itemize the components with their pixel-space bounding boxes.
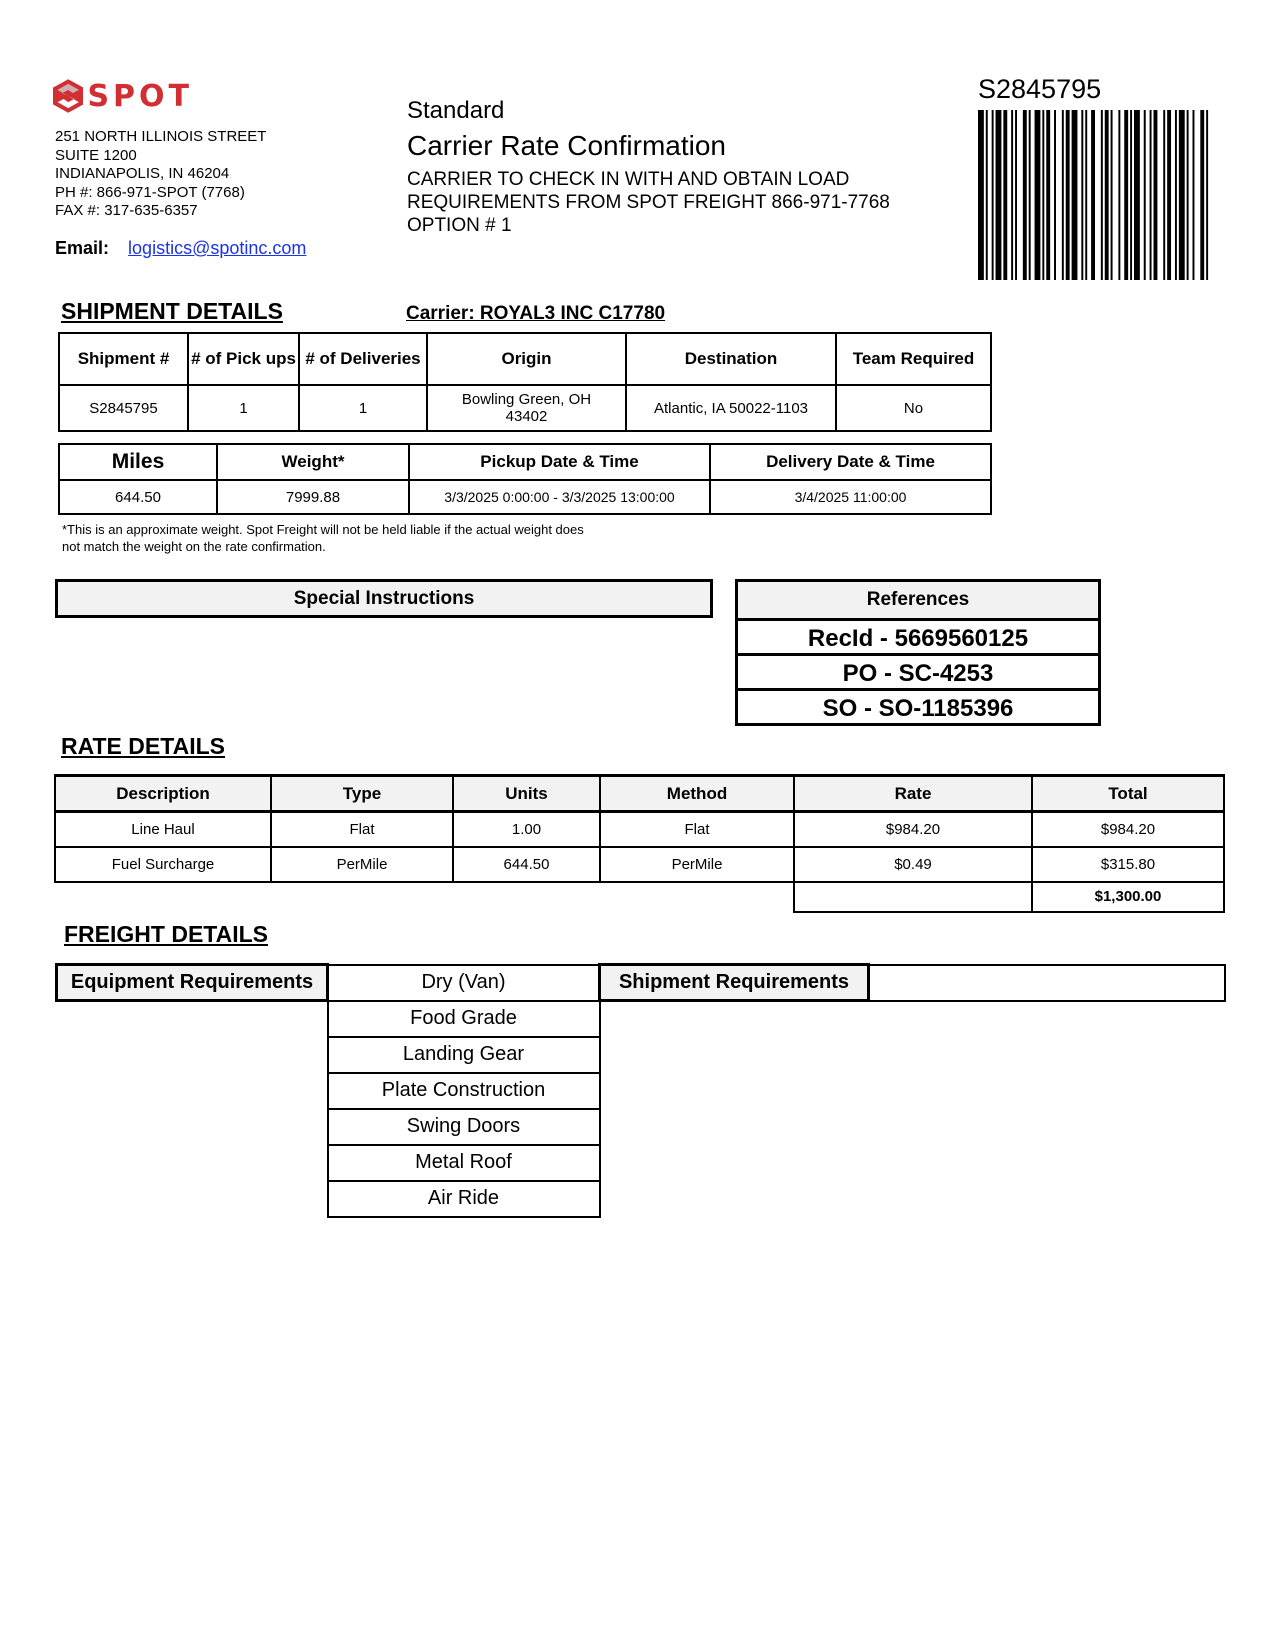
column-header: Destination [626, 333, 836, 385]
table-row [57, 1037, 1225, 1073]
rate-description: Fuel Surcharge [55, 847, 271, 882]
column-header: Type [271, 776, 453, 812]
column-header: Units [453, 776, 600, 812]
address-line: SUITE 1200 [55, 146, 137, 164]
document-type: Standard [407, 97, 505, 124]
spacer-cell [57, 1145, 328, 1181]
fax-line: FAX #: 317-635-6357 [55, 202, 198, 219]
references-box [735, 579, 1101, 726]
disclaimer-line: *This is an approximate weight. Spot Freight will not be held liable if the actual weight does [62, 522, 584, 537]
table-header-row [59, 333, 991, 385]
weight-value: 7999.88 [217, 480, 409, 514]
rate-description: Line Haul [55, 812, 271, 847]
company-address [55, 128, 266, 221]
equipment-item: Plate Construction [328, 1073, 600, 1109]
reference-item: PO - SC-4253 [738, 653, 1098, 688]
column-header: Miles [59, 444, 217, 480]
address-line: 251 NORTH ILLINOIS STREET [55, 128, 267, 145]
references-header: References [738, 582, 1098, 618]
total-row [55, 882, 1224, 912]
spacer-cell [600, 1001, 1225, 1037]
notice-line: OPTION # 1 [407, 215, 512, 236]
rate-method: PerMile [600, 847, 794, 882]
spacer-cell [600, 1181, 1225, 1217]
reference-item: SO - SO-1185396 [738, 688, 1098, 723]
rate-total: $315.80 [1032, 847, 1224, 882]
shipment-requirements-label: Shipment Requirements [600, 965, 869, 1001]
table-row [57, 1001, 1225, 1037]
total-label-cell [794, 882, 1032, 912]
spacer-cell [600, 1073, 1225, 1109]
barcode-icon [978, 110, 1212, 280]
column-header: Total [1032, 776, 1224, 812]
miles-table [58, 443, 992, 515]
rate-details-title: RATE DETAILS [61, 733, 225, 759]
table-row [57, 965, 1225, 1001]
column-header: Delivery Date & Time [710, 444, 991, 480]
rate-table [54, 774, 1225, 913]
weight-disclaimer [62, 521, 682, 555]
equipment-requirements-label: Equipment Requirements [57, 965, 328, 1001]
table-header-row [59, 444, 991, 480]
shipment-number: S2845795 [59, 385, 188, 431]
column-header: Rate [794, 776, 1032, 812]
reference-item: RecId - 5669560125 [738, 618, 1098, 653]
freight-table [55, 963, 1226, 1218]
delivery-datetime: 3/4/2025 11:00:00 [710, 480, 991, 514]
rate-value: $984.20 [794, 812, 1032, 847]
spacer-cell [57, 1181, 328, 1217]
column-header: # of Deliveries [299, 333, 427, 385]
column-header: # of Pick ups [188, 333, 299, 385]
email-row [55, 238, 306, 259]
company-logo [53, 74, 193, 118]
spacer-cell [600, 1037, 1225, 1073]
page-title: Carrier Rate Confirmation [407, 130, 726, 161]
table-row [55, 812, 1224, 847]
shipment-details-title: SHIPMENT DETAILS [61, 298, 283, 324]
column-header: Method [600, 776, 794, 812]
equipment-item: Metal Roof [328, 1145, 600, 1181]
grand-total: $1,300.00 [1032, 882, 1224, 912]
disclaimer-line: not match the weight on the rate confirmation. [62, 539, 326, 554]
table-header-row [55, 776, 1224, 812]
equipment-item: Food Grade [328, 1001, 600, 1037]
notice-line: CARRIER TO CHECK IN WITH AND OBTAIN LOAD [407, 169, 850, 190]
table-row [57, 1109, 1225, 1145]
pickups-count: 1 [188, 385, 299, 431]
phone-line: PH #: 866-971-SPOT (7768) [55, 183, 245, 201]
team-required: No [836, 385, 991, 431]
spot-logo-icon [53, 74, 83, 118]
equipment-item: Air Ride [328, 1181, 600, 1217]
carrier-label: Carrier: ROYAL3 INC C17780 [406, 303, 666, 324]
rate-total: $984.20 [1032, 812, 1224, 847]
column-header: Origin [427, 333, 626, 385]
check-in-notice [407, 168, 947, 237]
rate-method: Flat [600, 812, 794, 847]
rate-units: 1.00 [453, 812, 600, 847]
total-spacer [55, 882, 794, 912]
table-row [57, 1073, 1225, 1109]
spacer-cell [57, 1037, 328, 1073]
spacer-cell [57, 1001, 328, 1037]
table-row [59, 480, 991, 514]
spacer-cell [57, 1073, 328, 1109]
special-instructions-header: Special Instructions [55, 579, 713, 618]
spacer-cell [600, 1145, 1225, 1181]
column-header: Description [55, 776, 271, 812]
equipment-item: Landing Gear [328, 1037, 600, 1073]
email-label: Email: [55, 238, 110, 258]
column-header: Shipment # [59, 333, 188, 385]
spacer-cell [600, 1109, 1225, 1145]
freight-details-title: FREIGHT DETAILS [64, 921, 269, 947]
column-header: Team Required [836, 333, 991, 385]
rate-type: Flat [271, 812, 453, 847]
shipment-id-header: S2845795 [978, 74, 1102, 104]
shipment-requirements-value [869, 965, 1225, 1001]
deliveries-count: 1 [299, 385, 427, 431]
rate-units: 644.50 [453, 847, 600, 882]
table-row [55, 847, 1224, 882]
address-line: INDIANAPOLIS, IN 46204 [55, 165, 230, 182]
email-link[interactable]: logistics@spotinc.com [128, 238, 307, 258]
column-header: Pickup Date & Time [409, 444, 710, 480]
miles-value: 644.50 [59, 480, 217, 514]
rate-value: $0.49 [794, 847, 1032, 882]
column-header: Weight* [217, 444, 409, 480]
rate-type: PerMile [271, 847, 453, 882]
pickup-datetime: 3/3/2025 0:00:00 - 3/3/2025 13:00:00 [409, 480, 710, 514]
origin: Bowling Green, OH 43402 [427, 385, 626, 431]
logo-wordmark: SPOT [87, 78, 193, 114]
shipment-table [58, 332, 992, 432]
notice-line: REQUIREMENTS FROM SPOT FREIGHT 866-971-7768 [407, 192, 890, 213]
table-row [57, 1181, 1225, 1217]
spacer-cell [57, 1109, 328, 1145]
destination: Atlantic, IA 50022-1103 [626, 385, 836, 431]
table-row [59, 385, 991, 431]
table-row [57, 1145, 1225, 1181]
equipment-item: Dry (Van) [328, 965, 600, 1001]
equipment-item: Swing Doors [328, 1109, 600, 1145]
